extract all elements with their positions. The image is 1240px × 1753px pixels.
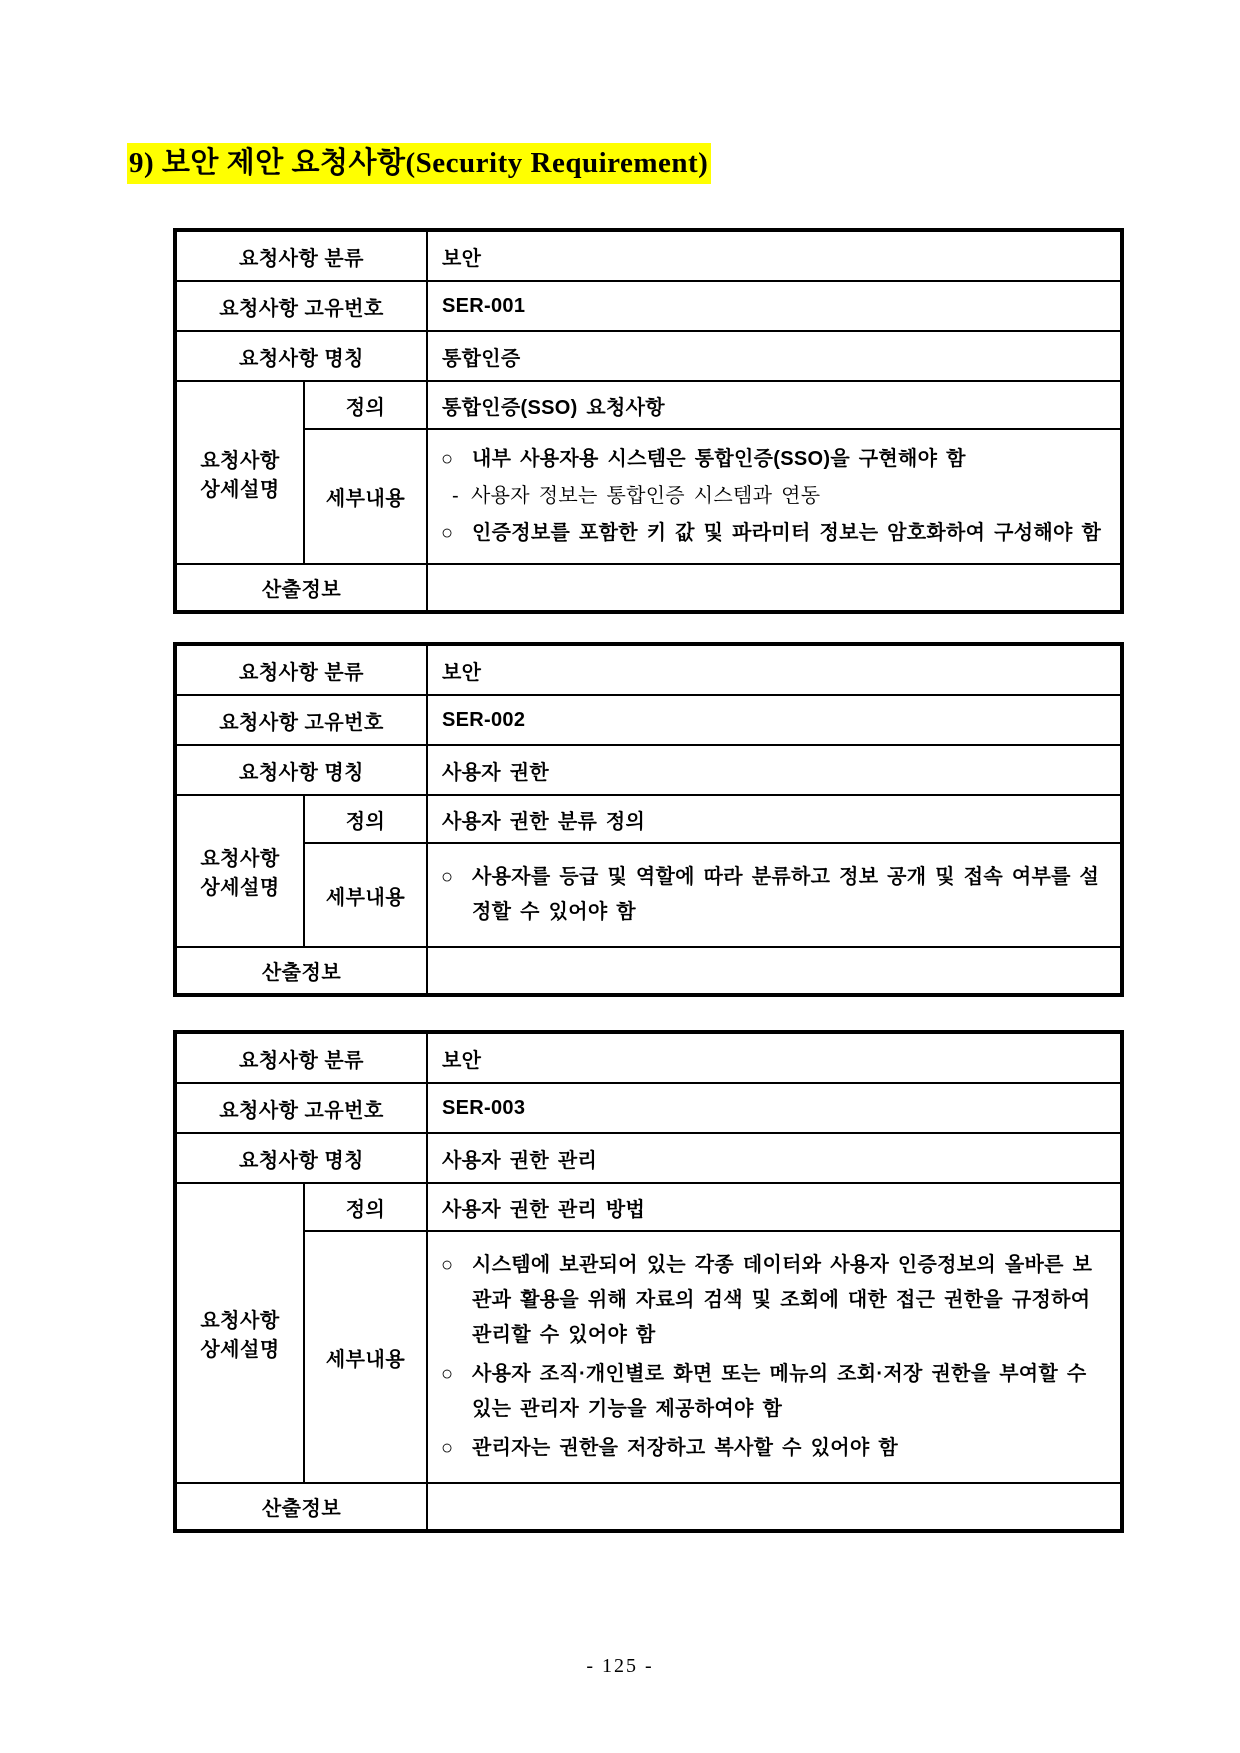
detail-sub-bullet: - 사용자 정보는 통합인증 시스템과 연동	[441, 479, 1110, 514]
circle-bullet-icon: ○	[441, 1437, 454, 1459]
id-label: 요청사항 고유번호	[175, 281, 427, 331]
detail-content-label: 세부내용	[304, 1231, 427, 1483]
table-row	[175, 429, 1122, 564]
output-info-label: 산출정보	[175, 947, 427, 995]
category-label: 요청사항 분류	[175, 1032, 427, 1083]
circle-bullet-icon: ○	[441, 866, 454, 888]
table-row	[175, 230, 1122, 281]
table-row	[175, 331, 1122, 381]
id-label: 요청사항 고유번호	[175, 1083, 427, 1133]
name-label: 요청사항 명칭	[175, 1133, 427, 1183]
category-value: 보안	[427, 644, 1122, 695]
detail-label-line1: 요청사항	[200, 1310, 280, 1332]
id-value: SER-001	[427, 281, 1122, 331]
table-row	[175, 745, 1122, 795]
definition-value: 사용자 권한 관리 방법	[427, 1183, 1122, 1231]
dash-bullet-icon: -	[452, 485, 459, 507]
detail-bullet: ○ 내부 사용자용 시스템은 통합인증(SSO)을 구현해야 함	[441, 442, 1110, 477]
detail-section-label	[175, 795, 304, 947]
table-row	[175, 695, 1122, 745]
definition-value: 사용자 권한 분류 정의	[427, 795, 1122, 843]
category-value: 보안	[427, 1032, 1122, 1083]
output-info-value	[427, 1483, 1122, 1531]
name-value: 사용자 권한	[427, 745, 1122, 795]
circle-bullet-icon: ○	[441, 1363, 454, 1385]
output-info-value	[427, 564, 1122, 612]
circle-bullet-icon: ○	[441, 522, 454, 544]
name-value: 통합인증	[427, 331, 1122, 381]
name-label: 요청사항 명칭	[175, 331, 427, 381]
detail-bullet: ○ 사용자를 등급 및 역할에 따라 분류하고 정보 공개 및 접속 여부를 설정할 수 있어야 함	[441, 860, 1110, 930]
page-number: - 125 -	[586, 1655, 654, 1677]
output-info-value	[427, 947, 1122, 995]
table-row	[175, 1483, 1122, 1531]
requirement-table-ser-002	[173, 642, 1124, 997]
detail-label-line2: 상세설명	[200, 478, 280, 501]
detail-content-value	[427, 429, 1122, 564]
table-row	[175, 1032, 1122, 1083]
name-value: 사용자 권한 관리	[427, 1133, 1122, 1183]
table-row	[175, 1231, 1122, 1483]
table-row	[175, 947, 1122, 995]
output-info-label: 산출정보	[175, 1483, 427, 1531]
definition-label: 정의	[304, 1183, 427, 1231]
table-row	[175, 644, 1122, 695]
definition-value: 통합인증(SSO) 요청사항	[427, 381, 1122, 429]
table-row	[175, 843, 1122, 947]
output-info-label: 산출정보	[175, 564, 427, 612]
page-title-highlight: 9) 보안 제안 요청사항(Security Requirement)	[127, 143, 711, 184]
detail-bullet: ○ 사용자 조직·개인별로 화면 또는 메뉴의 조회·저장 권한을 부여할 수 있는 관리자 기능을 제공하여야 함	[441, 1357, 1110, 1427]
detail-label-line1: 요청사항	[200, 449, 280, 472]
detail-content-value	[427, 843, 1122, 947]
detail-section-label	[175, 1183, 304, 1483]
definition-label: 정의	[304, 381, 427, 429]
requirement-table-ser-001	[173, 228, 1124, 614]
circle-bullet-icon: ○	[441, 1254, 454, 1276]
detail-label-line2: 상세설명	[200, 1339, 280, 1361]
id-value: SER-002	[427, 695, 1122, 745]
detail-content-label: 세부내용	[304, 429, 427, 564]
category-value: 보안	[427, 230, 1122, 281]
detail-content-label: 세부내용	[304, 843, 427, 947]
table-row	[175, 1083, 1122, 1133]
table-row	[175, 1183, 1122, 1231]
table-row	[175, 281, 1122, 331]
requirement-table-ser-003	[173, 1030, 1124, 1533]
detail-label-line1: 요청사항	[200, 848, 280, 870]
detail-bullet: ○ 인증정보를 포함한 키 값 및 파라미터 정보는 암호화하여 구성해야 함	[441, 516, 1110, 551]
table-row	[175, 564, 1122, 612]
detail-label-line2: 상세설명	[200, 877, 280, 899]
table-row	[175, 795, 1122, 843]
circle-bullet-icon: ○	[441, 448, 454, 470]
detail-content-value	[427, 1231, 1122, 1483]
id-label: 요청사항 고유번호	[175, 695, 427, 745]
name-label: 요청사항 명칭	[175, 745, 427, 795]
category-label: 요청사항 분류	[175, 644, 427, 695]
id-value: SER-003	[427, 1083, 1122, 1133]
category-label: 요청사항 분류	[175, 230, 427, 281]
table-row	[175, 1133, 1122, 1183]
definition-label: 정의	[304, 795, 427, 843]
detail-bullet: ○ 시스템에 보관되어 있는 각종 데이터와 사용자 인증정보의 올바른 보관과 활용을 위해 자료의 검색 및 조회에 대한 접근 권한을 규정하여 관리할 수 있어야 함	[441, 1248, 1110, 1353]
table-row	[175, 381, 1122, 429]
detail-section-label	[175, 381, 304, 564]
page-title	[127, 140, 711, 181]
detail-bullet: ○ 관리자는 권한을 저장하고 복사할 수 있어야 함	[441, 1431, 1110, 1466]
